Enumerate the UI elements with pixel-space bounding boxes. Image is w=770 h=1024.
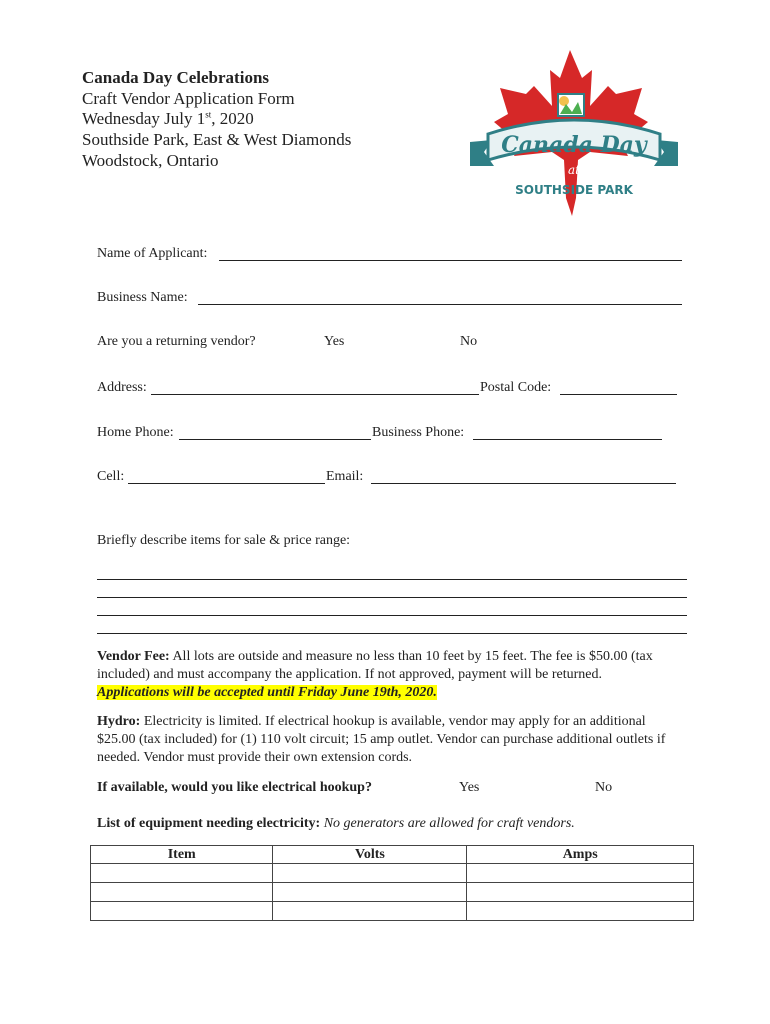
hookup-no-option[interactable]: No [595,780,613,795]
postal-code-field[interactable] [560,380,677,395]
describe-line-2[interactable] [97,583,687,598]
applicant-name-label: Name of Applicant: [97,246,208,261]
home-phone-field[interactable] [179,425,371,440]
business-phone-label: Business Phone: [372,425,465,440]
amps-cell[interactable] [467,902,694,921]
describe-items-label: Briefly describe items for sale & price range: [97,533,351,548]
equipment-heading: List of equipment needing electricity: No generators are allowed for craft vendors. [97,816,575,831]
cell-field[interactable] [128,469,325,484]
table-row [91,883,694,902]
column-header-amps: Amps [467,846,694,864]
event-date: Wednesday July 1st, 2020 [82,109,254,128]
volts-cell[interactable] [273,864,467,883]
describe-line-3[interactable] [97,601,687,616]
hookup-question: If available, would you like electrical hookup? [97,780,372,795]
returning-vendor-label: Are you a returning vendor? [97,334,256,349]
describe-line-1[interactable] [97,565,687,580]
equipment-table [90,845,694,921]
hookup-yes-option[interactable]: Yes [459,780,480,795]
business-phone-field[interactable] [473,425,662,440]
email-label: Email: [326,469,364,484]
item-cell[interactable] [91,864,273,883]
address-label: Address: [97,380,147,395]
deadline-highlight: Applications will be accepted until Friday June 19th, 2020. [97,685,437,700]
form-title: Craft Vendor Application Form [82,89,295,108]
amps-cell[interactable] [467,864,694,883]
column-header-volts: Volts [273,846,467,864]
item-cell[interactable] [91,883,273,902]
table-row [91,864,694,883]
applicant-name-field[interactable] [219,246,682,261]
event-city: Woodstock, Ontario [82,151,219,170]
hydro-paragraph: Hydro: Electricity is limited. If electrical hookup is available, vendor may apply for an additional $25.00 (tax included) for (1) 110 volt circuit; 15 amp outlet. Vendor can purchase additional outlets if needed. Vendor must provide their own extension cords. [97,714,666,765]
cell-label: Cell: [97,469,125,484]
volts-cell[interactable] [273,902,467,921]
returning-no-option[interactable]: No [460,334,478,349]
column-header-item: Item [91,846,273,864]
email-field[interactable] [371,469,676,484]
logo-place-text: SOUTHSIDE PARK [515,183,633,197]
logo-at-text: at [568,163,580,177]
table-row [91,902,694,921]
business-name-field[interactable] [198,290,682,305]
house-icon [558,94,584,116]
returning-yes-option[interactable]: Yes [324,334,345,349]
home-phone-label: Home Phone: [97,425,174,440]
item-cell[interactable] [91,902,273,921]
volts-cell[interactable] [273,883,467,902]
logo-banner-text: Canada Day [501,132,647,158]
vendor-fee-paragraph: Vendor Fee: All lots are outside and measure no less than 10 feet by 15 feet. The fee is $50.00 (tax included) and must accompany the application. If not approved, payment will be returned. Applications will be accepted until Friday June 19th, 2020. [97,649,653,700]
business-name-label: Business Name: [97,290,188,305]
amps-cell[interactable] [467,883,694,902]
canada-day-logo [466,48,682,220]
describe-line-4[interactable] [97,619,687,634]
postal-code-label: Postal Code: [480,380,552,395]
address-field[interactable] [151,380,479,395]
event-location: Southside Park, East & West Diamonds [82,130,352,149]
event-title: Canada Day Celebrations [82,68,270,87]
